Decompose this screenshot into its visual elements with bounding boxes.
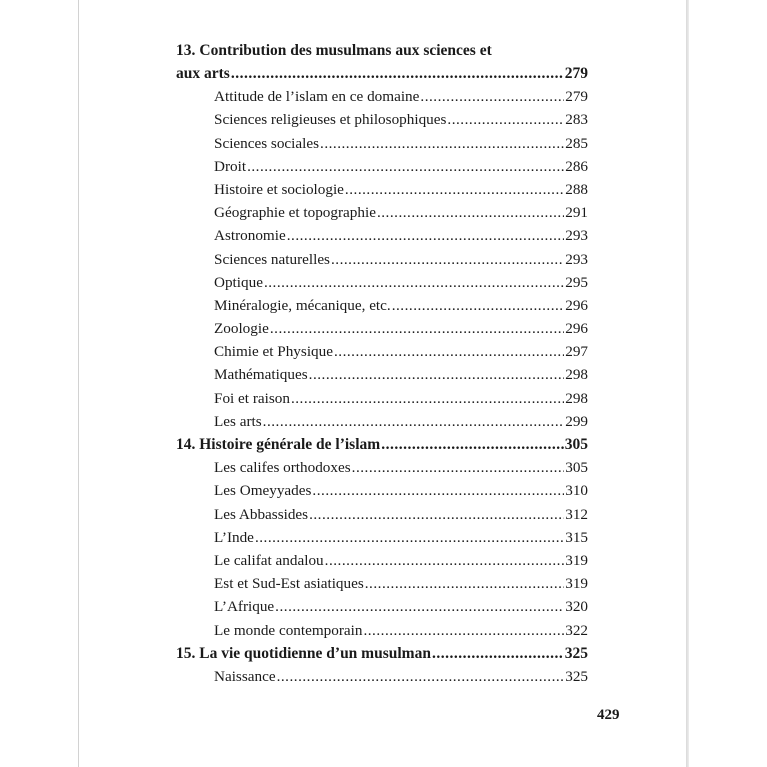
chapter-13 xyxy=(176,40,588,433)
toc-entry xyxy=(176,317,588,340)
toc-entry xyxy=(176,340,588,363)
entry-page: 319 xyxy=(565,551,588,569)
chapter-heading xyxy=(176,642,431,665)
page-edge-right xyxy=(686,0,689,767)
entry-label: Astronomie xyxy=(214,227,286,245)
chapter-title: Contribution des musulmans aux sciences et xyxy=(199,42,492,59)
toc-entry xyxy=(176,201,588,224)
entry-page: 293 xyxy=(565,250,588,268)
dot-leader xyxy=(334,340,564,363)
entry-label: Est et Sud-Est asiatiques xyxy=(214,575,364,593)
dot-leader xyxy=(432,642,564,665)
chapter-15-entry xyxy=(176,642,588,665)
entry-label: Optique xyxy=(214,273,263,291)
entry-label: Droit xyxy=(214,157,247,175)
dot-leader xyxy=(270,317,564,340)
entry-label: Sciences religieuses et philosophiques xyxy=(214,111,447,129)
dot-leader xyxy=(291,387,564,410)
dot-leader xyxy=(377,201,564,224)
entry-label: Minéralogie, mécanique, etc. xyxy=(214,296,391,314)
entry-label: L’Afrique xyxy=(214,598,275,616)
chapter-13-entry xyxy=(176,62,588,85)
dot-leader xyxy=(263,410,565,433)
chapter-13-heading xyxy=(176,40,588,62)
entry-page: 291 xyxy=(565,204,588,222)
entry-page: 319 xyxy=(565,575,588,593)
entry-label: Le califat andalou xyxy=(214,551,324,569)
dot-leader xyxy=(247,155,564,178)
entry-label: Sciences naturelles xyxy=(214,250,330,268)
dot-leader xyxy=(275,595,564,618)
dot-leader xyxy=(309,363,565,386)
toc-entry xyxy=(176,595,588,618)
toc-entry xyxy=(176,85,588,108)
toc-entry xyxy=(176,410,588,433)
entry-label: Naissance xyxy=(214,667,276,685)
dot-leader xyxy=(264,271,564,294)
dot-leader xyxy=(363,619,564,642)
dot-leader xyxy=(277,665,565,688)
entry-page: 298 xyxy=(565,366,588,384)
chapter-page: 325 xyxy=(564,644,588,662)
entry-page: 293 xyxy=(565,227,588,245)
dot-leader xyxy=(312,479,564,502)
entry-page: 325 xyxy=(565,667,588,685)
dot-leader xyxy=(345,178,564,201)
entry-page: 296 xyxy=(565,296,588,314)
chapter-number: 13. xyxy=(176,42,196,59)
dot-leader xyxy=(365,572,564,595)
dot-leader xyxy=(325,549,565,572)
entry-page: 299 xyxy=(565,412,588,430)
entry-label: Le monde contemporain xyxy=(214,621,363,639)
toc-entry xyxy=(176,132,588,155)
chapter-14-entry xyxy=(176,433,588,456)
entry-label: Foi et raison xyxy=(214,389,290,407)
toc-entry xyxy=(176,619,588,642)
entry-label: Zoologie xyxy=(214,320,269,338)
dot-leader xyxy=(287,224,565,247)
toc-entry xyxy=(176,549,588,572)
toc-entry xyxy=(176,456,588,479)
dot-leader xyxy=(309,503,564,526)
entry-page: 288 xyxy=(565,180,588,198)
toc-entry xyxy=(176,271,588,294)
toc-entry xyxy=(176,294,588,317)
dot-leader xyxy=(231,62,564,85)
toc-entry xyxy=(176,224,588,247)
toc-entry xyxy=(176,665,588,688)
toc-entry xyxy=(176,387,588,410)
dot-leader xyxy=(420,85,564,108)
entry-page: 320 xyxy=(565,598,588,616)
entry-label: Sciences sociales xyxy=(214,134,320,152)
toc-entry xyxy=(176,155,588,178)
dot-leader xyxy=(331,248,564,271)
dot-leader xyxy=(392,294,565,317)
dot-leader xyxy=(447,108,564,131)
table-of-contents xyxy=(176,40,588,688)
chapter-title-continued: aux arts xyxy=(176,65,230,82)
entry-page: 298 xyxy=(565,389,588,407)
chapter-title: La vie quotidienne d’un musulman xyxy=(199,644,431,662)
dot-leader xyxy=(352,456,565,479)
dot-leader xyxy=(320,132,564,155)
chapter-title: Histoire générale de l’islam xyxy=(199,436,381,453)
entry-label: Les Omeyyades xyxy=(214,482,312,500)
entry-page: 305 xyxy=(565,459,588,477)
entry-page: 315 xyxy=(565,528,588,546)
toc-entry xyxy=(176,363,588,386)
dot-leader xyxy=(381,433,564,456)
toc-entry xyxy=(176,178,588,201)
chapter-page: 279 xyxy=(564,65,588,82)
chapter-14 xyxy=(176,433,588,642)
chapter-heading xyxy=(176,433,380,456)
dot-leader xyxy=(255,526,564,549)
entry-label: Les califes orthodoxes xyxy=(214,459,351,477)
toc-entry xyxy=(176,572,588,595)
entry-page: 322 xyxy=(565,621,588,639)
page-number: 429 xyxy=(597,707,620,723)
entry-label: Les Abbassides xyxy=(214,505,309,523)
entry-label: Mathématiques xyxy=(214,366,308,384)
entry-label: Histoire et sociologie xyxy=(214,180,344,198)
chapter-15 xyxy=(176,642,588,688)
entry-page: 285 xyxy=(565,134,588,152)
entry-page: 283 xyxy=(565,111,588,129)
entry-label: Géographie et topographie xyxy=(214,204,376,222)
entry-page: 297 xyxy=(565,343,588,361)
chapter-number: 14. xyxy=(176,436,196,453)
entry-page: 310 xyxy=(565,482,588,500)
entry-label: Chimie et Physique xyxy=(214,343,333,361)
entry-page: 312 xyxy=(565,505,588,523)
toc-entry xyxy=(176,248,588,271)
toc-entry xyxy=(176,479,588,502)
entry-page: 279 xyxy=(565,88,588,106)
entry-page: 296 xyxy=(565,320,588,338)
toc-entry xyxy=(176,526,588,549)
toc-entry xyxy=(176,503,588,526)
chapter-page: 305 xyxy=(564,436,588,453)
toc-entry xyxy=(176,108,588,131)
entry-page: 295 xyxy=(565,273,588,291)
chapter-number: 15. xyxy=(176,644,196,662)
page-edge-left xyxy=(78,0,79,767)
entry-label: Attitude de l’islam en ce domaine xyxy=(214,88,420,106)
entry-label: Les arts xyxy=(214,412,262,430)
entry-page: 286 xyxy=(565,157,588,175)
entry-label: L’Inde xyxy=(214,528,254,546)
